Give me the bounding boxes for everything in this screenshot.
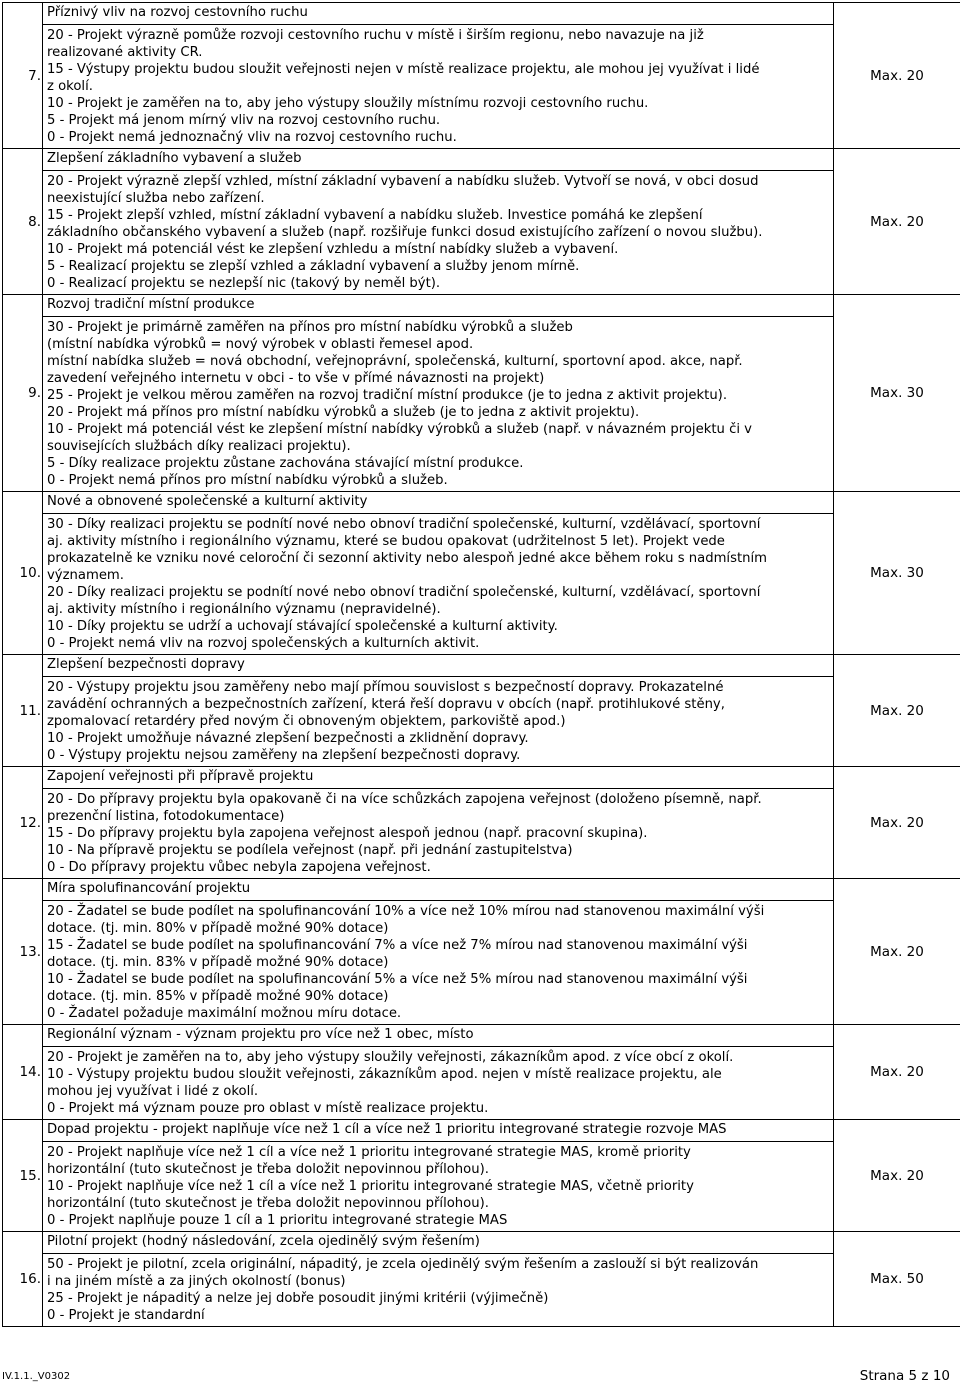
- criterion-scoring-text: [43, 1047, 833, 1119]
- criterion-scoring-text: [43, 171, 833, 294]
- scoring-line: 0 - Žadatel požaduje maximální možnou míru dotace.: [47, 1006, 402, 1021]
- criterion-title: Příznivý vliv na rozvoj cestovního ruchu: [43, 3, 833, 25]
- scoring-line: aj. aktivity místního i regionálního významu, které se budou opakovat (udržitelnost 5 let). Projekt vede: [47, 534, 725, 549]
- scoring-line: 15 - Projekt zlepší vzhled, místní základní vybavení a nabídku služeb. Investice pomáhá ke zlepšení: [47, 208, 703, 223]
- criterion-title: Zlepšení základního vybavení a služeb: [43, 149, 833, 171]
- criterion-body: [43, 492, 834, 655]
- criterion-body: [43, 767, 834, 879]
- criterion-scoring-text: [43, 789, 833, 878]
- criterion-max-points: Max. 30: [834, 492, 960, 655]
- scoring-line: 10 - Výstupy projektu budou sloužit veřejnosti, zákazníkům apod. nejen v místě realizace projektu, ale: [47, 1067, 722, 1082]
- criterion-body: [43, 295, 834, 492]
- criterion-row: [3, 1232, 960, 1327]
- scoring-line: 20 - Projekt naplňuje více než 1 cíl a více než 1 prioritu integrované strategie MAS, kromě priority: [47, 1145, 691, 1160]
- scoring-line: 50 - Projekt je pilotní, zcela originální, nápaditý, je zcela ojedinělý svým řešením a zaslouží si být realizován: [47, 1257, 759, 1272]
- scoring-line: 0 - Projekt je standardní: [47, 1308, 205, 1323]
- scoring-line: 10 - Projekt je zaměřen na to, aby jeho výstupy sloužily místnímu rozvoji cestovního ruchu.: [47, 96, 649, 111]
- criterion-row: [3, 492, 960, 655]
- criterion-row: [3, 3, 960, 149]
- scoring-line: 0 - Projekt nemá přínos pro místní nabídku výrobků a služeb.: [47, 473, 448, 488]
- scoring-line: 5 - Díky realizace projektu zůstane zachována stávající místní produkce.: [47, 456, 524, 471]
- scoring-line: 0 - Projekt naplňuje pouze 1 cíl a 1 prioritu integrované strategie MAS: [47, 1213, 508, 1228]
- criterion-max-points: Max. 20: [834, 767, 960, 879]
- scoring-line: 10 - Projekt má potenciál vést ke zlepšení místní nabídky výrobků a služeb (např. v návazném projektu či v: [47, 422, 752, 437]
- scoring-line: prokazatelně ke vzniku nové celoroční či sezonní aktivity nebo alespoň jedné akce během roku s nadmístním: [47, 551, 767, 566]
- criterion-row: [3, 879, 960, 1025]
- criterion-title: Regionální význam - význam projektu pro více než 1 obec, místo: [43, 1025, 833, 1047]
- criterion-body: [43, 3, 834, 149]
- scoring-line: 20 - Projekt má přínos pro místní nabídku výrobků a služeb (je to jedna z aktivit projektu).: [47, 405, 640, 420]
- criterion-number: 15.: [3, 1120, 43, 1232]
- scoring-line: horizontální (tuto skutečnost je třeba doložit nepovinnou přílohou).: [47, 1162, 489, 1177]
- criterion-body: [43, 1120, 834, 1232]
- scoring-line: dotace. (tj. min. 83% v případě možné 90% dotace): [47, 955, 389, 970]
- scoring-line: i na jiném místě a za jiných okolností (bonus): [47, 1274, 346, 1289]
- criterion-body: [43, 1025, 834, 1120]
- scoring-line: 20 - Projekt je zaměřen na to, aby jeho výstupy sloužily veřejnosti, zákazníkům apod. z více obcí z okolí.: [47, 1050, 734, 1065]
- criterion-scoring-text: [43, 1254, 833, 1326]
- scoring-line: z okolí.: [47, 79, 93, 94]
- criterion-number: 9.: [3, 295, 43, 492]
- criterion-number: 14.: [3, 1025, 43, 1120]
- scoring-line: 20 - Výstupy projektu jsou zaměřeny nebo mají přímou souvislost s bezpečností dopravy. Prokazatelné: [47, 680, 724, 695]
- scoring-line: místní nabídka služeb = nová obchodní, veřejnoprávní, společenská, kulturní, sportovní apod. akce, např.: [47, 354, 743, 369]
- scoring-line: 30 - Díky realizaci projektu se podnítí nové nebo obnoví tradiční společenské, kulturní, vzdělávací, sportovní: [47, 517, 761, 532]
- criterion-max-points: Max. 30: [834, 295, 960, 492]
- criterion-max-points: Max. 20: [834, 655, 960, 767]
- scoring-line: 5 - Realizací projektu se zlepší vzhled a základní vybavení a služby jenom mírně.: [47, 259, 580, 274]
- criterion-row: [3, 149, 960, 295]
- criterion-max-points: Max. 20: [834, 1025, 960, 1120]
- scoring-line: 20 - Do přípravy projektu byla opakovaně či na více schůzkách zapojena veřejnost (doloženo písemně, např.: [47, 792, 762, 807]
- scoring-line: 20 - Žadatel se bude podílet na spolufinancování 10% a více než 10% mírou nad stanovenou maximální výši: [47, 904, 765, 919]
- criterion-body: [43, 655, 834, 767]
- criterion-number: 11.: [3, 655, 43, 767]
- criterion-scoring-text: [43, 317, 833, 491]
- criterion-row: [3, 767, 960, 879]
- criterion-max-points: Max. 20: [834, 879, 960, 1025]
- criterion-max-points: Max. 50: [834, 1232, 960, 1327]
- criterion-scoring-text: [43, 25, 833, 148]
- criteria-table-body: [3, 3, 960, 1327]
- criterion-number: 16.: [3, 1232, 43, 1327]
- scoring-line: horizontální (tuto skutečnost je třeba doložit nepovinnou přílohou).: [47, 1196, 489, 1211]
- scoring-line: 0 - Výstupy projektu nejsou zaměřeny na zlepšení bezpečnosti dopravy.: [47, 748, 521, 763]
- criteria-table: [2, 2, 960, 1327]
- scoring-line: 5 - Projekt má jenom mírný vliv na rozvoj cestovního ruchu.: [47, 113, 441, 128]
- footer-code: IV.1.1._V0302: [2, 1371, 71, 1382]
- criterion-max-points: Max. 20: [834, 149, 960, 295]
- criterion-body: [43, 879, 834, 1025]
- scoring-line: 0 - Realizací projektu se nezlepší nic (takový by neměl být).: [47, 276, 441, 291]
- criterion-title: Rozvoj tradiční místní produkce: [43, 295, 833, 317]
- criterion-body: [43, 1232, 834, 1327]
- criterion-title: Pilotní projekt (hodný následování, zcela ojedinělý svým řešením): [43, 1232, 833, 1254]
- criterion-number: 8.: [3, 149, 43, 295]
- scoring-line: 10 - Projekt umožňuje návazné zlepšení bezpečnosti a zklidnění dopravy.: [47, 731, 529, 746]
- scoring-line: 0 - Projekt nemá jednoznačný vliv na rozvoj cestovního ruchu.: [47, 130, 457, 145]
- scoring-line: 25 - Projekt je nápaditý a nelze jej dobře posoudit jinými kritérii (výjimečně): [47, 1291, 549, 1306]
- scoring-line: 15 - Žadatel se bude podílet na spolufinancování 7% a více než 7% mírou nad stanovenou maximální výši: [47, 938, 748, 953]
- criterion-max-points: Max. 20: [834, 1120, 960, 1232]
- criterion-number: 7.: [3, 3, 43, 149]
- scoring-line: 10 - Projekt má potenciál vést ke zlepšení vzhledu a místní nabídky služeb a vybavení.: [47, 242, 619, 257]
- scoring-line: 10 - Díky projektu se udrží a uchovají stávající společenské a kulturní aktivity.: [47, 619, 558, 634]
- criterion-title: Dopad projektu - projekt naplňuje více než 1 cíl a více než 1 prioritu integrované strategie rozvoje MAS: [43, 1120, 833, 1142]
- scoring-line: 25 - Projekt je velkou měrou zaměřen na rozvoj tradiční místní produkce (je to jedna z aktivit projektu).: [47, 388, 728, 403]
- scoring-line: 10 - Žadatel se bude podílet na spolufinancování 5% a více než 5% mírou nad stanovenou maximální výši: [47, 972, 748, 987]
- scoring-line: 10 - Projekt naplňuje více než 1 cíl a více než 1 prioritu integrované strategie MAS, včetně priority: [47, 1179, 694, 1194]
- criterion-number: 12.: [3, 767, 43, 879]
- scoring-line: 20 - Díky realizaci projektu se podnítí nové nebo obnoví tradiční společenské, kulturní, vzdělávací, sportovní: [47, 585, 761, 600]
- scoring-line: neexistující služba nebo zařízení.: [47, 191, 265, 206]
- criterion-number: 10.: [3, 492, 43, 655]
- scoring-line: 30 - Projekt je primárně zaměřen na přínos pro místní nabídku výrobků a služeb: [47, 320, 573, 335]
- scoring-line: zpomalovací retardéry před novým či obnoveným objektem, parkoviště apod.): [47, 714, 566, 729]
- criterion-row: [3, 655, 960, 767]
- scoring-line: (místní nabídka výrobků = nový výrobek v oblasti řemesel apod.: [47, 337, 474, 352]
- scoring-line: 20 - Projekt výrazně pomůže rozvoji cestovního ruchu v místě i širším regionu, nebo navazuje na již: [47, 28, 704, 43]
- criterion-title: Míra spolufinancování projektu: [43, 879, 833, 901]
- scoring-line: 0 - Do přípravy projektu vůbec nebyla zapojena veřejnost.: [47, 860, 431, 875]
- criterion-title: Nové a obnovené společenské a kulturní aktivity: [43, 492, 833, 514]
- scoring-line: zavedení veřejného internetu v obci - to vše v přímé návaznosti na projekt): [47, 371, 545, 386]
- scoring-line: 0 - Projekt má význam pouze pro oblast v místě realizace projektu.: [47, 1101, 489, 1116]
- criterion-title: Zapojení veřejnosti při přípravě projektu: [43, 767, 833, 789]
- footer-page-number: Strana 5 z 10: [859, 1368, 950, 1384]
- scoring-line: prezenční listina, fotodokumentace): [47, 809, 285, 824]
- criterion-row: [3, 1120, 960, 1232]
- criterion-scoring-text: [43, 514, 833, 654]
- scoring-line: 10 - Na přípravě projektu se podílela veřejnost (např. při jednání zastupitelstva): [47, 843, 573, 858]
- scoring-line: dotace. (tj. min. 80% v případě možné 90% dotace): [47, 921, 389, 936]
- criterion-scoring-text: [43, 677, 833, 766]
- scoring-line: realizované aktivity CR.: [47, 45, 203, 60]
- scoring-line: 20 - Projekt výrazně zlepší vzhled, místní základní vybavení a nabídku služeb. Vytvoří se nová, v obci dosud: [47, 174, 759, 189]
- criterion-scoring-text: [43, 901, 833, 1024]
- criterion-body: [43, 149, 834, 295]
- criterion-title: Zlepšení bezpečnosti dopravy: [43, 655, 833, 677]
- criterion-scoring-text: [43, 1142, 833, 1231]
- scoring-line: souvisejících službách díky realizaci projektu).: [47, 439, 351, 454]
- scoring-line: mohou jej využívat i lidé z okolí.: [47, 1084, 259, 1099]
- scoring-line: zavádění ochranných a bezpečnostních zařízení, která řeší dopravu v obcích (např. protihlukové stěny,: [47, 697, 725, 712]
- scoring-line: 0 - Projekt nemá vliv na rozvoj společenských a kulturních aktivit.: [47, 636, 480, 651]
- scoring-line: významem.: [47, 568, 124, 583]
- criterion-row: [3, 1025, 960, 1120]
- scoring-line: dotace. (tj. min. 85% v případě možné 90% dotace): [47, 989, 389, 1004]
- criterion-number: 13.: [3, 879, 43, 1025]
- scoring-line: základního občanského vybavení a služeb (např. rozšiřuje funkci dosud existujícího zařízení o novou službu).: [47, 225, 763, 240]
- scoring-line: 15 - Výstupy projektu budou sloužit veřejnosti nejen v místě realizace projektu, ale mohou jej využívat i lidé: [47, 62, 760, 77]
- scoring-line: 15 - Do přípravy projektu byla zapojena veřejnost alespoň jednou (např. pracovní skupina).: [47, 826, 648, 841]
- scoring-line: aj. aktivity místního i regionálního významu (nepravidelné).: [47, 602, 441, 617]
- criterion-row: [3, 295, 960, 492]
- criterion-max-points: Max. 20: [834, 3, 960, 149]
